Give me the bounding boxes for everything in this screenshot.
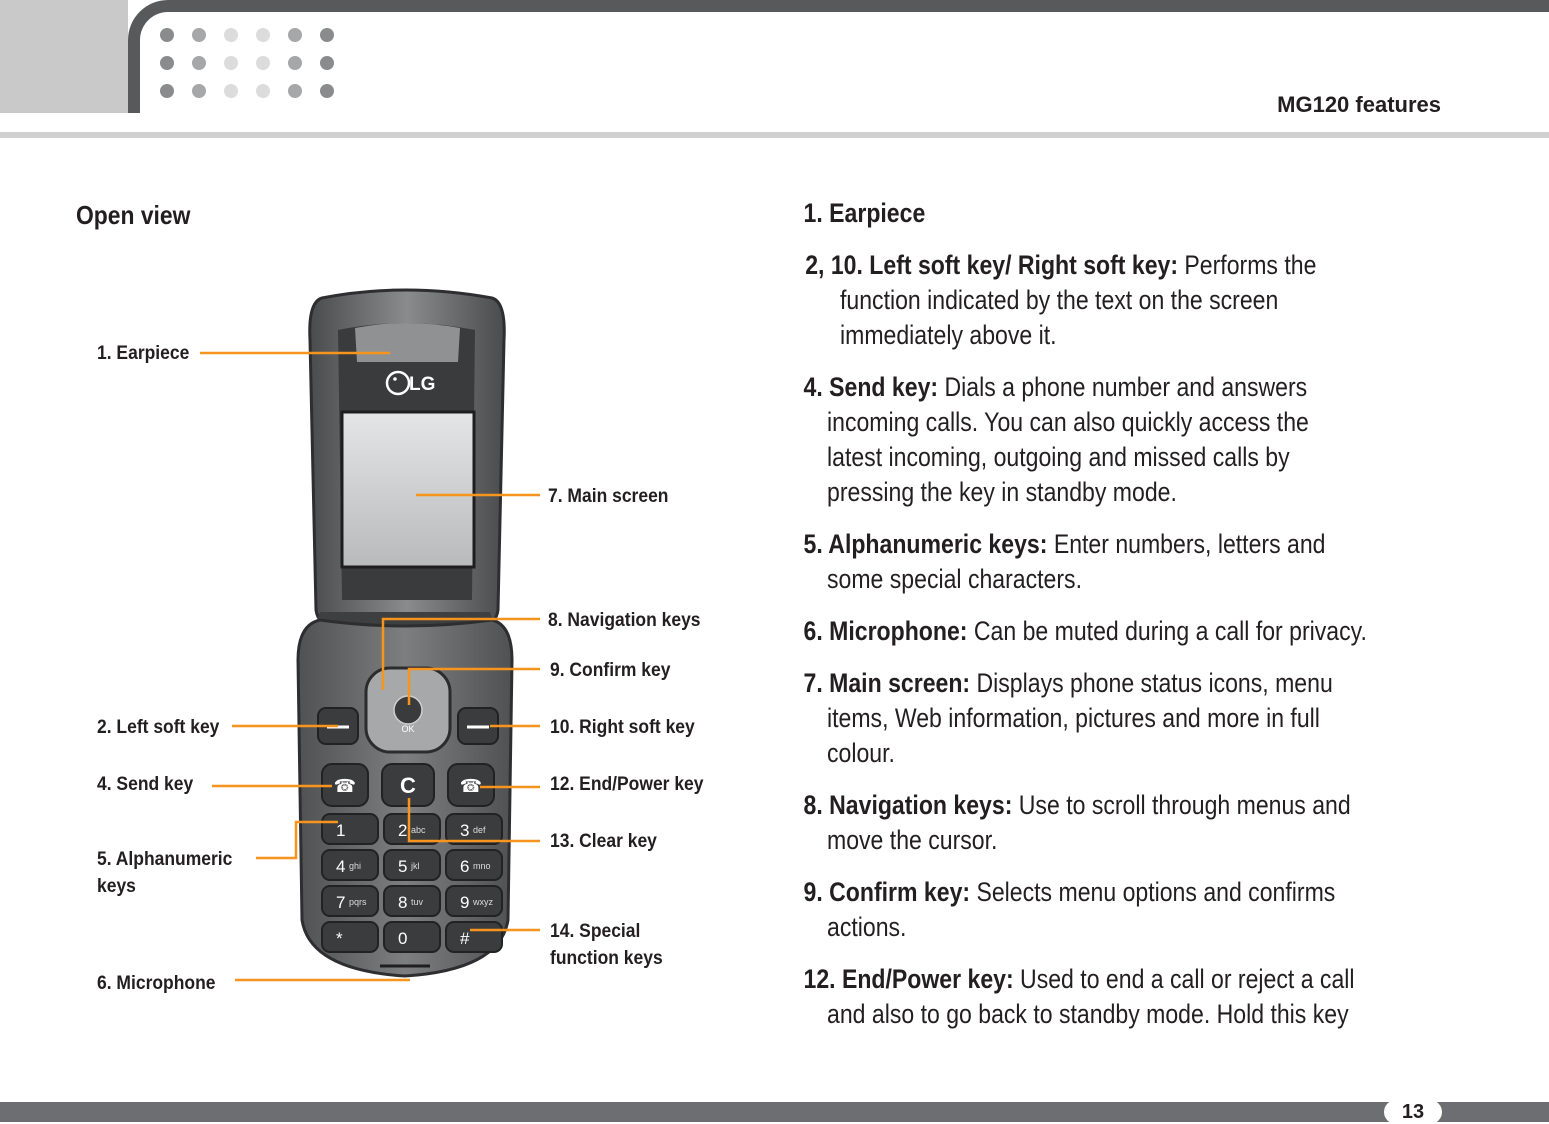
svg-text:☎: ☎ (333, 776, 357, 797)
header-dot (224, 28, 238, 42)
feature-desc-line: Enter numbers, letters and (1047, 529, 1326, 559)
feature-number: 8. (803, 790, 823, 820)
feature-desc-line: actions. (827, 912, 907, 942)
header-dot (288, 56, 302, 70)
feature-name: Earpiece (822, 198, 926, 228)
keypad-key (322, 814, 378, 844)
header-dot (192, 56, 206, 70)
feature-desc-line: some special characters. (827, 564, 1082, 594)
feature-name: Left soft key/ Right soft key: (862, 250, 1179, 280)
feature-desc-line: Performs the (1178, 250, 1317, 280)
feature-desc-line: Selects menu options and confirms (970, 877, 1336, 907)
header-dot (160, 28, 174, 42)
feature-item (800, 614, 1500, 649)
feature-name: Confirm key: (822, 877, 971, 907)
header-dot (224, 56, 238, 70)
feature-item (800, 788, 1500, 858)
feature-number: 5. (803, 529, 823, 559)
header-dot-pattern (160, 28, 340, 98)
svg-text:LG: LG (409, 374, 436, 395)
feature-name: Navigation keys: (822, 790, 1013, 820)
header-dot (160, 84, 174, 98)
feature-number: 12. (803, 964, 836, 994)
keypad-digit: 7 (336, 893, 346, 912)
section-title: Open view (76, 200, 191, 230)
header-dot (192, 28, 206, 42)
header-rule (0, 132, 1549, 138)
keypad-digit: * (336, 929, 343, 948)
svg-text:OK: OK (401, 724, 415, 734)
keypad-digit: 2 (398, 821, 408, 840)
callout-end-power-key: 12. End/Power key (550, 774, 704, 795)
keypad-digit: 8 (398, 893, 408, 912)
keypad-letters: pqrs (349, 897, 367, 907)
callout-special-function-keys: 14. Special function keys (550, 921, 663, 969)
feature-item (800, 196, 1500, 231)
feature-number: 4. (803, 372, 823, 402)
keypad-digit: 6 (460, 857, 470, 876)
feature-desc-line: incoming calls. You can also quickly access the (827, 407, 1309, 437)
keypad-letters: jkl (411, 861, 420, 871)
feature-item (800, 875, 1500, 945)
footer-bar (0, 1102, 1549, 1122)
keypad-digit: 1 (336, 821, 346, 840)
keypad-letters: tuv (411, 897, 424, 907)
feature-desc-line: and also to go back to standby mode. Hold this key (827, 999, 1349, 1029)
header-dot (256, 84, 270, 98)
keypad-digit: 0 (398, 929, 408, 948)
feature-list (800, 196, 1500, 1049)
earpiece-slot (355, 323, 460, 362)
feature-desc-line: move the cursor. (827, 825, 998, 855)
feature-desc-line: immediately above it. (840, 320, 1057, 350)
keypad-digit: 4 (336, 857, 346, 876)
feature-item (800, 666, 1500, 771)
keypad-letters: def (473, 825, 486, 835)
header-grey-block (0, 0, 128, 113)
svg-text:☎: ☎ (459, 776, 483, 797)
page-number: 13 (1384, 1100, 1442, 1124)
feature-desc-line: items, Web information, pictures and more in full (827, 703, 1320, 733)
feature-desc-line: pressing the key in standby mode. (827, 477, 1177, 507)
keypad-key (322, 922, 378, 952)
feature-desc-line: Dials a phone number and answers (938, 372, 1308, 402)
header-dot (160, 56, 174, 70)
feature-item (800, 370, 1500, 510)
header-dot (256, 28, 270, 42)
feature-number: 2, 10. (805, 250, 863, 280)
feature-desc-line: latest incoming, outgoing and missed calls by (827, 442, 1290, 472)
callout-alphanumeric-keys: 5. Alphanumeric keys (97, 849, 233, 897)
feature-item (800, 248, 1500, 353)
keypad-letters: abc (411, 825, 426, 835)
header-dot (192, 84, 206, 98)
callout-navigation-keys: 8. Navigation keys (548, 610, 701, 631)
header-dot (320, 56, 334, 70)
feature-desc-line: colour. (827, 738, 895, 768)
header-dot (320, 84, 334, 98)
feature-item (800, 527, 1500, 597)
callout-earpiece: 1. Earpiece (97, 343, 190, 364)
feature-desc-line: Displays phone status icons, menu (970, 668, 1333, 698)
header-dot (320, 28, 334, 42)
feature-name: End/Power key: (835, 964, 1014, 994)
header-dot (256, 56, 270, 70)
keypad-digit: 9 (460, 893, 470, 912)
callout-main-screen: 7. Main screen (548, 486, 669, 507)
callout-right-soft-key: 10. Right soft key (550, 717, 695, 738)
keypad-key (446, 922, 502, 952)
feature-item (800, 962, 1500, 1032)
feature-number: 9. (803, 877, 823, 907)
svg-text:C: C (400, 773, 416, 798)
keypad-letters: wxyz (473, 897, 493, 907)
callout-send-key: 4. Send key (97, 774, 194, 795)
feature-number: 1. (803, 198, 823, 228)
keypad-digit: 3 (460, 821, 470, 840)
feature-desc-line: function indicated by the text on the screen (840, 285, 1279, 315)
callout-microphone: 6. Microphone (97, 973, 216, 994)
callout-confirm-key: 9. Confirm key (550, 660, 671, 681)
feature-desc-line: Can be muted during a call for privacy. (967, 616, 1367, 646)
feature-desc-line: Use to scroll through menus and (1012, 790, 1351, 820)
keypad-digit: 5 (398, 857, 408, 876)
header-dot (224, 84, 238, 98)
keypad-letters: mno (473, 861, 491, 871)
header-dot (288, 28, 302, 42)
feature-name: Alphanumeric keys: (822, 529, 1048, 559)
feature-desc-line: Used to end a call or reject a call (1013, 964, 1355, 994)
keypad-digit: # (460, 929, 470, 948)
callout-clear-key: 13. Clear key (550, 831, 657, 852)
header-dot (288, 84, 302, 98)
keypad-letters: ghi (349, 861, 362, 871)
feature-name: Microphone: (822, 616, 968, 646)
main-screen (342, 412, 474, 567)
feature-number: 6. (803, 616, 823, 646)
callout-left-soft-key: 2. Left soft key (97, 717, 220, 738)
feature-name: Main screen: (822, 668, 971, 698)
keypad-key (384, 922, 440, 952)
feature-name: Send key: (822, 372, 939, 402)
feature-number: 7. (803, 668, 823, 698)
page-header-title: MG120 features (1277, 92, 1441, 117)
